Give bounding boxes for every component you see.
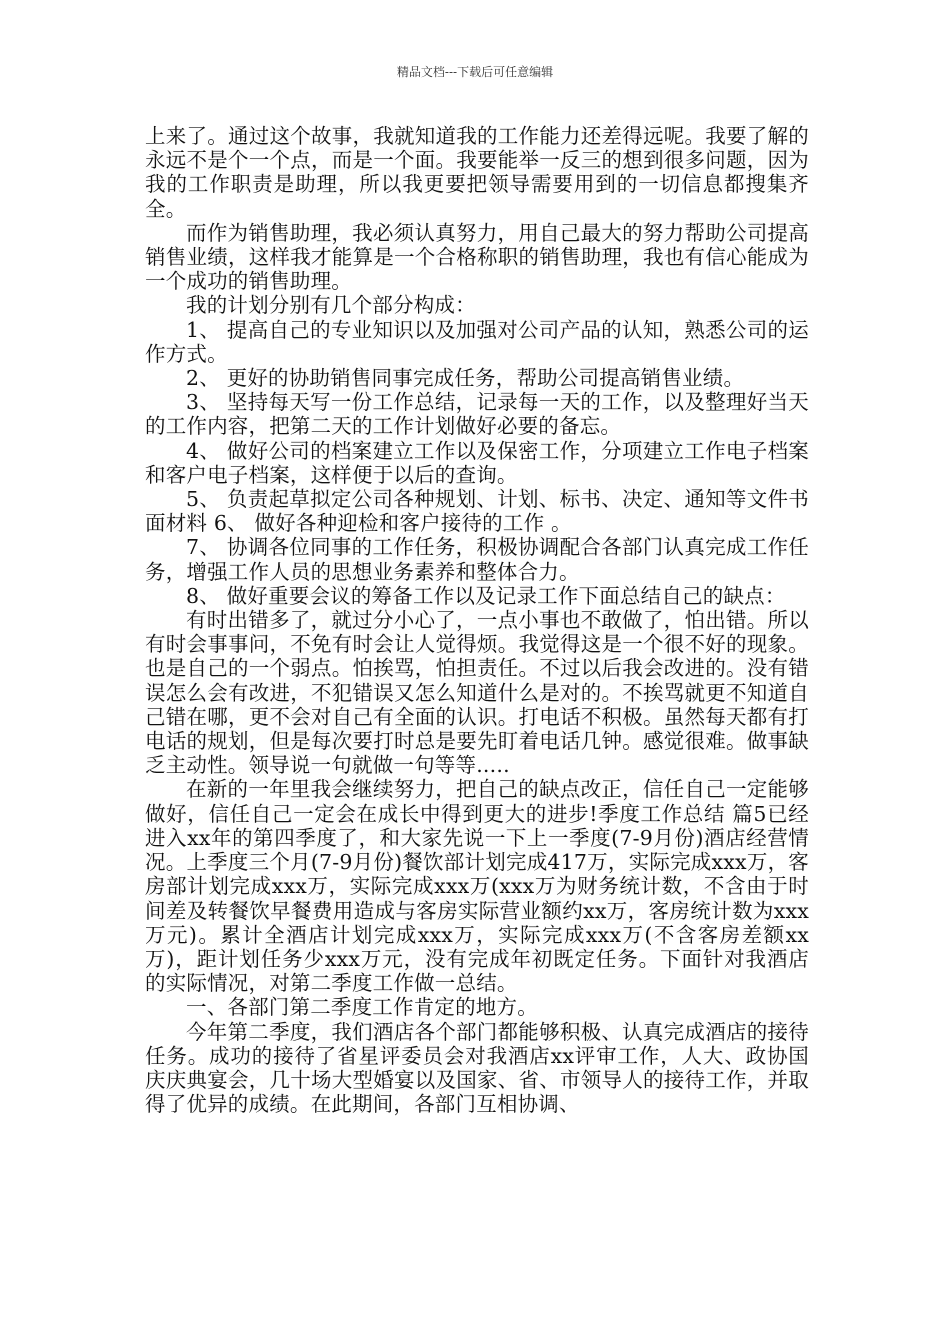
paragraph-1: 上来了。通过这个故事，我就知道我的工作能力还差得远呢。我要了解的永远不是个一个点，而是一个面。我要能举一反三的想到很多问题，因为我的工作职责是助理，所以我更要把领导需要用到的一切信息都搜集齐全。 — [145, 124, 809, 221]
paragraph-3: 我的计划分别有几个部分构成： — [186, 293, 476, 318]
document-body — [145, 124, 809, 1116]
paragraph-new-year: 在新的一年里我会继续努力，把自己的缺点改正，信任自己一定能够做好，信任自己一定会在成长中得到更大的进步!季度工作总结 篇5已经进入xx年的第四季度了，和大家先说一下上一季度(7-9月份)酒店经营情况。上季度三个月(7-9月份)餐饮部计划完成417万，实际完成xxx万，客房部计划完成xxx万，实际完成xxx万(xxx万为财务统计数，不含由于时间差及转餐饮早餐费用造成与客房实际营业额约xx万，客房统计数为xxx万元)。累计全酒店计划完成xxx万，实际完成xxx万(不含客房差额xx万)，距计划任务少xxx万元，没有完成年初既定任务。下面针对我酒店的实际情况，对第二季度工作做一总结。 — [145, 777, 809, 996]
plan-item-3: 3、 坚持每天写一份工作总结，记录每一天的工作，以及整理好当天的工作内容，把第二天的工作计划做好必要的备忘。 — [145, 390, 809, 439]
plan-item-5: 5、 负责起草拟定公司各种规划、计划、标书、决定、通知等文件书面材料 6、 做好各种迎检和客户接待的工作 。 — [145, 487, 809, 536]
paragraph-2: 而作为销售助理，我必须认真努力，用自己最大的努力帮助公司提高销售业绩，这样我才能算是一个合格称职的销售助理，我也有信心能成为一个成功的销售助理。 — [145, 220, 809, 294]
plan-item-7: 7、 协调各位同事的工作任务，积极协调配合各部门认真完成工作任务，增强工作人员的思想业务素养和整体合力。 — [145, 535, 809, 584]
paragraph-second-quarter: 今年第二季度，我们酒店各个部门都能够积极、认真完成酒店的接待任务。成功的接待了省星评委员会对我酒店xx评审工作，人大、政协国庆庆典宴会，几十场大型婚宴以及国家、省、市领导人的接待工作，并取得了优异的成绩。在此期间，各部门互相协调、 — [145, 1019, 809, 1117]
plan-item-8: 8、 做好重要会议的筹备工作以及记录工作下面总结自己的缺点： — [186, 583, 786, 608]
paragraph-shortcomings: 有时出错多了，就过分小心了，一点小事也不敢做了，怕出错。所以有时会事事问，不免有时会让人觉得烦。我觉得这是一个很不好的现象。也是自己的一个弱点。怕挨骂，怕担责任。不过以后我会改进的。没有错误怎么会有改进，不犯错误又怎么知道什么是对的。不挨骂就更不知道自己错在哪，更不会对自己有全面的认识。打电话不积极。虽然每天都有打电话的规划，但是每次要打时总是要先盯着电话几钟。感觉很难。做事缺乏主动性。领导说一句就做一句等等..... — [145, 608, 809, 778]
plan-item-4: 4、 做好公司的档案建立工作以及保密工作，分项建立工作电子档案和客户电子档案，这样便于以后的查询。 — [145, 438, 809, 487]
plan-item-1: 1、 提高自己的专业知识以及加强对公司产品的认知，熟悉公司的运作方式。 — [145, 317, 809, 366]
section-heading-1: 一、各部门第二季度工作肯定的地方。 — [186, 995, 538, 1020]
page-header: 精品文档---下载后可任意编辑 — [396, 65, 554, 79]
plan-item-2: 2、 更好的协助销售同事完成任务，帮助公司提高销售业绩。 — [186, 366, 745, 391]
